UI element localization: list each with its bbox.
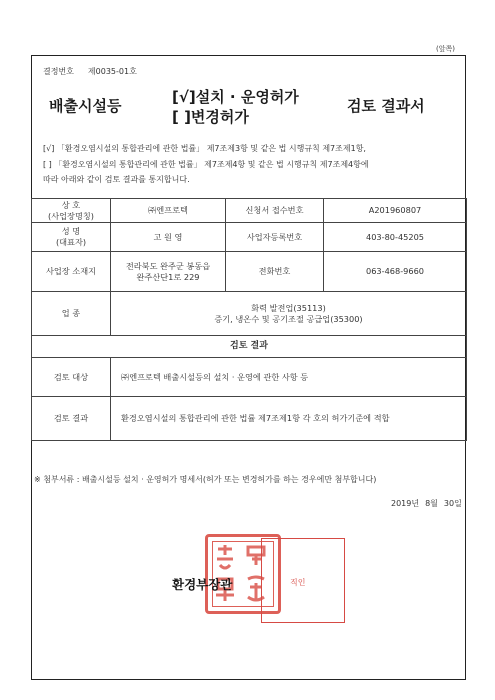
intro-line: 따라 아래와 같이 검토 결과를 통지합니다. (43, 175, 190, 184)
decision-number-value: 제0035-01호 (87, 67, 137, 76)
info-table (31, 198, 467, 441)
title-main: 배출시설등 (49, 97, 122, 115)
receipt-value: A201960807 (324, 199, 467, 223)
industry-label: 업 종 (32, 292, 111, 336)
date-year: 2019년 (391, 499, 420, 508)
phone-label: 전화번호 (226, 252, 324, 292)
attachment-note: ※ 첨부서류 : 배출시설등 설치 · 운영허가 명세서(허가 또는 변경허가를 하는 경우에만 첨부합니다) (34, 475, 377, 484)
intro-line: [√] 「환경오염시설의 통합관리에 관한 법률」 제7조제3항 및 같은 법 시행규칙 제7조제1항, (43, 144, 366, 153)
date-month: 8월 (425, 499, 438, 508)
stamp-label: 직인 (290, 578, 306, 587)
decision-number-label: 결정번호 (43, 67, 74, 76)
review-result-label: 검토 결과 (32, 397, 111, 441)
address-value: 전라북도 완주군 봉동읍 완주산단1로 229 (111, 252, 226, 292)
bizno-label: 사업자등록번호 (226, 223, 324, 252)
review-target-label: 검토 대상 (32, 358, 111, 397)
form-side-label: (앞쪽) (436, 45, 455, 53)
title-option-change: [ ]변경허가 (172, 108, 249, 126)
industry-value: 화력 발전업(35113) 증기, 냉온수 및 공기조절 공급업(35300) (111, 292, 467, 336)
date-day: 30일 (443, 499, 462, 508)
intro-paragraph (43, 141, 461, 188)
receipt-label: 신청서 접수번호 (226, 199, 324, 223)
review-target-value: ㈜엔프로텍 배출시설등의 설치 · 운영에 관한 사항 등 (111, 358, 467, 397)
title-option-install: [√]설치 · 운영허가 (172, 88, 299, 106)
representative-label: 성 명 (대표자) (32, 223, 111, 252)
phone-value: 063-468-9660 (324, 252, 467, 292)
review-result-value: 환경오염시설의 통합관리에 관한 법률 제7조제1항 각 호의 허가기준에 적합 (111, 397, 467, 441)
representative-value: 고 원 영 (111, 223, 226, 252)
bizno-value: 403-80-45205 (324, 223, 467, 252)
title-review-result: 검토 결과서 (347, 97, 425, 115)
issue-date (385, 498, 462, 509)
company-value: ㈜엔프로텍 (111, 199, 226, 223)
intro-line: [ ] 「환경오염시설의 통합관리에 관한 법률」 제7조제4항 및 같은 법 시행규칙 제7조제4항에 (43, 159, 369, 169)
address-label: 사업장 소재지 (32, 252, 111, 292)
review-result-header: 검토 결과 (32, 336, 467, 358)
decision-number (43, 66, 151, 77)
company-label: 상 호 (사업장명칭) (32, 199, 111, 223)
minister-signature: 환경부장관 (172, 577, 233, 592)
